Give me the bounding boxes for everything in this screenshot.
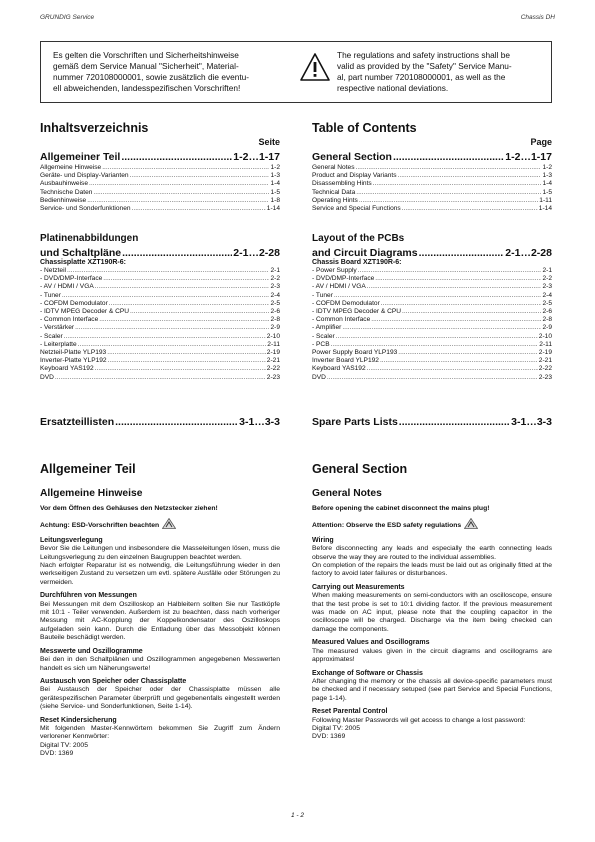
toc-item-page: 1-4	[542, 180, 552, 188]
toc-item[interactable]	[40, 189, 280, 197]
toc-item[interactable]	[40, 374, 280, 382]
toc-leader-dots	[367, 283, 542, 291]
toc-leader-dots	[99, 316, 269, 324]
toc-item-label: General Notes	[312, 164, 355, 171]
toc-item[interactable]	[312, 300, 552, 308]
toc-item-page: 2-21	[266, 357, 280, 365]
notes-section-line: Digital TV: 2005	[312, 724, 360, 732]
toc-item[interactable]	[40, 341, 280, 349]
toc-item[interactable]	[40, 365, 280, 373]
toc-section-label: and Circuit Diagrams	[312, 247, 418, 259]
toc-section-row[interactable]	[40, 151, 280, 163]
toc-leader-dots	[356, 164, 542, 172]
toc-leader-dots	[398, 172, 542, 180]
toc-item-page: 2-6	[270, 308, 280, 316]
toc-item[interactable]	[312, 267, 552, 275]
toc-leader-dots	[107, 349, 266, 357]
toc-item[interactable]	[40, 316, 280, 324]
toc-section-row[interactable]	[312, 151, 552, 163]
toc-item-label: - DVD/DMP-Interface	[312, 275, 375, 283]
toc-item-label: - Tuner	[40, 291, 61, 299]
notes-section-line: Nach erfolgter Reparatur ist es notwendig, die Leitungsführung wieder in den werkseitigen Zustand zu versetzen um evtl. spätere Ausfälle oder Störungen zu vermeiden.	[40, 562, 280, 586]
mains-warning-en: Before opening the cabinet disconnect the mains plug!	[312, 505, 490, 512]
toc-item[interactable]	[40, 357, 280, 365]
toc-leader-dots	[373, 180, 542, 188]
toc-section-row[interactable]	[40, 416, 280, 428]
toc-item[interactable]	[312, 180, 552, 188]
toc-item[interactable]	[40, 333, 280, 341]
toc-item-page: 2-2	[270, 275, 280, 283]
toc-item[interactable]	[312, 308, 552, 316]
esd-warning-de	[40, 518, 280, 530]
toc-item[interactable]	[40, 300, 280, 308]
toc-section-pages: 1-2…1-17	[505, 151, 552, 163]
toc-item-page: 2-1	[270, 267, 280, 274]
toc-section-label: Ersatzteillisten	[40, 416, 115, 428]
toc-item[interactable]	[40, 292, 280, 300]
toc-item[interactable]	[312, 292, 552, 300]
toc-item-label: - COFDM Demodulator	[40, 299, 108, 307]
notes-section	[40, 678, 280, 712]
toc-leader-dots	[402, 308, 541, 316]
toc-leader-dots	[78, 341, 267, 349]
notes-section-title: Leitungsverlegung	[40, 536, 103, 544]
toc-item-label: - AV / HDMI / VGA	[40, 283, 94, 291]
notes-section-title: Reset Kindersicherung	[40, 716, 117, 724]
notes-section	[312, 584, 552, 634]
toc-leader-dots	[130, 172, 270, 180]
toc-item[interactable]	[40, 349, 280, 357]
toc-section-pages: 1-2…1-17	[233, 151, 280, 163]
toc-leader-dots	[95, 283, 270, 291]
toc-leader-dots	[356, 189, 541, 197]
safety-de-line: Es gelten die Vorschriften und Sicherheitshinweise	[53, 50, 239, 60]
toc-item-label: Power Supply Board YLP193	[312, 349, 398, 357]
toc-item-label: Keyboard YAS192	[40, 365, 94, 373]
toc-item-label: Service and Special Functions	[312, 205, 401, 213]
toc-leader-dots	[108, 357, 266, 365]
notes-section-line: DVD: 1369	[40, 750, 74, 758]
toc-item-label: Ausbauhinweise	[40, 180, 89, 188]
toc-leader-dots	[103, 275, 269, 283]
toc-item-page: 1-5	[270, 188, 280, 196]
toc-item-label: - Verstärker	[40, 324, 75, 332]
toc-item[interactable]	[312, 316, 552, 324]
toc-section-pages: 2-1…2-28	[505, 247, 552, 259]
notes-section-title: Reset Parental Control	[312, 708, 388, 716]
toc-leader-dots	[331, 341, 539, 349]
notes-section-title: Durchführen von Messungen	[40, 592, 137, 600]
toc-leader-dots	[93, 189, 269, 197]
notes-section	[312, 639, 552, 664]
toc-item-label: Operating Hints	[312, 196, 358, 204]
toc-spare-en	[312, 416, 552, 428]
notes-section	[40, 648, 280, 673]
notes-section-line: Digital TV: 2005	[40, 741, 88, 749]
toc-item-label: - Leiterplatte	[40, 340, 77, 348]
toc-item-label: DVD	[40, 373, 54, 381]
toc-item-label: - Scaler	[312, 332, 335, 340]
toc-item-page: 2-22	[538, 365, 552, 373]
toc-item-page: 2-9	[270, 324, 280, 332]
toc-section-pages: 3-1…3-3	[511, 416, 552, 428]
toc-pcb-title-en: Layout of the PCBs	[312, 233, 405, 244]
toc-item-label: - AV / HDMI / VGA	[312, 283, 366, 291]
toc-item-page: 2-19	[538, 349, 552, 357]
toc-section-row[interactable]	[40, 247, 280, 259]
toc-item-label: - Scaler	[40, 332, 63, 340]
header-brand: GRUNDIG Service	[40, 14, 95, 21]
toc-item[interactable]	[40, 324, 280, 332]
notes-section	[40, 537, 280, 587]
page-number: 1 - 2	[290, 812, 304, 819]
toc-leader-dots	[95, 365, 266, 373]
toc-item-page: 2-4	[542, 291, 552, 299]
toc-item-page: 2-23	[266, 373, 280, 381]
safety-de-line: ell abweichenden, landesspezifischen Vorschriften!	[53, 83, 241, 93]
general-body-en	[312, 505, 552, 747]
toc-item-page: 2-8	[270, 316, 280, 324]
notes-section-line: Bevor Sie die Leitungen und insbesondere die Masseleitungen lösen, muss die Leitungsverlegung zu den einzelnen Baugruppen beachtet werden.	[40, 545, 280, 561]
warning-triangle-icon	[299, 52, 331, 82]
toc-item-label: - IDTV MPEG Decoder & CPU	[40, 308, 130, 316]
notes-section	[312, 670, 552, 704]
toc-item-page: 2-19	[266, 349, 280, 357]
chassis-board-label: Chassisplatte XZT190R-6:	[40, 259, 126, 266]
toc-item-page: 1-2	[270, 164, 280, 171]
toc-item[interactable]	[40, 275, 280, 283]
toc-item-label: - Tuner	[312, 291, 333, 299]
toc-pcb-de	[40, 233, 280, 382]
toc-leader-dots	[102, 164, 269, 172]
toc-item-label: - Netzteil	[40, 267, 67, 274]
toc-pcb-en	[312, 233, 552, 382]
toc-section-row[interactable]	[312, 416, 552, 428]
toc-item-label: - IDTV MPEG Decoder & CPU	[312, 308, 402, 316]
toc-item[interactable]	[312, 324, 552, 332]
toc-general-en	[312, 151, 552, 213]
toc-item-label: Netzteil-Platte YLP193	[40, 349, 107, 357]
toc-item[interactable]	[312, 164, 552, 172]
toc-section-label: Spare Parts Lists	[312, 416, 398, 428]
toc-item-page: 2-3	[542, 283, 552, 291]
esd-warning-text: Attention: Observe the ESD safety regulations	[312, 522, 462, 530]
toc-item[interactable]	[312, 341, 552, 349]
toc-item-label: - Amplifier	[312, 324, 342, 332]
toc-item-page: 2-5	[542, 299, 552, 307]
toc-leader-dots	[375, 275, 541, 283]
toc-page-label-en: Page	[530, 137, 552, 147]
toc-general-de	[40, 151, 280, 213]
toc-item-page: 2-4	[270, 291, 280, 299]
toc-item-page: 1-14	[538, 205, 552, 213]
toc-section-pages: 2-1…2-28	[233, 247, 280, 259]
toc-item-label: Inverter Board YLP192	[312, 357, 379, 365]
toc-section-label: General Section	[312, 151, 392, 163]
toc-item-page: 2-11	[539, 340, 552, 348]
toc-item-label: Technical Data	[312, 188, 356, 196]
toc-item-page: 1-11	[539, 196, 552, 204]
toc-leader-dots	[380, 357, 538, 365]
toc-leader-dots	[64, 333, 266, 341]
toc-leader-dots	[402, 205, 538, 213]
safety-text-de	[53, 50, 275, 94]
notes-section	[40, 717, 280, 759]
toc-item[interactable]	[40, 267, 280, 275]
notes-section-line: Mit folgenden Master-Kennwörtern bekommen Sie Zugriff zum Ändern verlorener Kennwörter:	[40, 724, 280, 741]
toc-item[interactable]	[40, 283, 280, 291]
toc-title-en: Table of Contents	[312, 121, 417, 135]
toc-leader-dots	[367, 365, 538, 373]
notes-section-line: DVD: 1369	[312, 733, 346, 741]
toc-item-label: - Common Interface	[40, 316, 99, 324]
toc-leader-dots	[359, 197, 538, 205]
toc-item[interactable]	[312, 172, 552, 180]
safety-notice-box	[40, 41, 552, 103]
toc-item-label: - PCB	[312, 340, 330, 348]
toc-leader-dots	[87, 197, 269, 205]
toc-item-page: 2-21	[538, 357, 552, 365]
toc-item-label: Product and Display Variants	[312, 172, 397, 180]
notes-section-title: Wiring	[312, 536, 334, 544]
toc-item[interactable]	[40, 164, 280, 172]
toc-item[interactable]	[312, 283, 552, 291]
toc-leader-dots	[75, 324, 269, 332]
toc-item-label: Allgemeine Hinweise	[40, 164, 102, 171]
toc-item[interactable]	[312, 205, 552, 213]
toc-item[interactable]	[312, 275, 552, 283]
toc-leader-dots	[342, 324, 541, 332]
mains-warning-de: Vor dem Öffnen des Gehäuses den Netzstecker ziehen!	[40, 505, 218, 512]
toc-item-page: 2-10	[538, 332, 552, 340]
toc-item-label: DVD	[312, 373, 326, 381]
toc-item-page: 1-4	[270, 180, 280, 188]
esd-warning-text: Achtung: ESD-Vorschriften beachten	[40, 522, 160, 530]
toc-item[interactable]	[40, 205, 280, 213]
toc-leader-dots	[336, 333, 538, 341]
toc-item[interactable]	[312, 189, 552, 197]
toc-item-page: 1-3	[542, 172, 552, 180]
notes-section	[312, 708, 552, 742]
general-title-de: Allgemeiner Teil	[40, 462, 136, 476]
general-subtitle-de: Allgemeine Hinweise	[40, 488, 143, 499]
chassis-board-label: Chassis Board XZT190R-6:	[312, 259, 402, 266]
notes-section-title: Exchange of Software or Chassis	[312, 669, 423, 677]
notes-section-line: Following Master Passwords wil get access to change a lost password:	[312, 716, 526, 724]
toc-section-pages: 3-1…3-3	[239, 416, 280, 428]
notes-section-line: After changing the memory or the chassis all device-specific parameters must be checked and if necessary setuped (see part Service and Special Functions, page 1-14).	[312, 677, 552, 702]
toc-item-page: 2-23	[538, 373, 552, 381]
toc-item-label: - DVD/DMP-Interface	[40, 275, 103, 283]
toc-leader-dots	[381, 300, 542, 308]
toc-item-page: 2-11	[267, 340, 280, 348]
toc-item-page: 2-10	[266, 332, 280, 340]
notes-section-line: On completion of the repairs the leads must be laid out as originally fitted at the factory to avoid later failures or disturbances.	[312, 562, 552, 578]
toc-leader-dots	[67, 267, 269, 275]
toc-pcb-title-de: Platinenabbildungen	[40, 233, 139, 244]
toc-item[interactable]	[40, 197, 280, 205]
toc-section-label: Allgemeiner Teil	[40, 151, 121, 163]
toc-item-label: - Common Interface	[312, 316, 371, 324]
esd-warning-en	[312, 518, 552, 530]
safety-de-line: gemäß dem Service Manual "Sicherheit", Material-	[53, 61, 239, 71]
notes-section	[312, 537, 552, 579]
toc-leader-dots	[132, 205, 266, 213]
notes-section-title: Measured Values and Oscillograms	[312, 639, 430, 647]
notes-section-title: Messwerte und Oszillogramme	[40, 647, 143, 655]
general-body-de	[40, 505, 280, 764]
toc-item-label: Geräte- und Display-Varianten	[40, 172, 129, 180]
toc-leader-dots	[358, 267, 542, 275]
toc-item[interactable]	[40, 172, 280, 180]
notes-section-line: When making measurements on semi-conductors with an oscilloscope, ensure that the test probe is set to 10:1 dividing factor. If the previous measurement was made on AC input, please note that the coupling capacitor in the oscilloscope will be charged. Discharge via the item being checked can damage the components.	[312, 592, 552, 633]
toc-item-page: 1-3	[270, 172, 280, 180]
toc-item-page: 2-9	[542, 324, 552, 332]
toc-item-page: 2-8	[542, 316, 552, 324]
safety-en-line: valid as provided by the "Safety" Service Manu-	[337, 61, 512, 71]
toc-leader-dots	[109, 300, 270, 308]
esd-icon	[464, 518, 478, 529]
toc-item-label: - Power Supply	[312, 267, 357, 274]
toc-item[interactable]	[40, 180, 280, 188]
toc-spare-de	[40, 416, 280, 428]
toc-leader-dots	[334, 292, 542, 300]
notes-section-title: Carrying out Measurements	[312, 583, 405, 591]
toc-item-label: Technische Daten	[40, 188, 93, 196]
notes-section-line: The measured values given in the circuit diagrams and oscillograms are approximates!	[312, 647, 552, 664]
toc-leader-dots	[371, 316, 541, 324]
toc-item[interactable]	[40, 308, 280, 316]
toc-item-page: 2-6	[542, 308, 552, 316]
notes-section-line: Bei Austausch der Speicher oder der Chassisplatte müssen alle gerätespezifischen Parameter überprüft und gegebenenfalls eingestellt werden (siehe Service- und Sonderfunktionen, Seite 1-14).	[40, 686, 280, 711]
toc-item-label: Service- und Sonderfunktionen	[40, 205, 131, 213]
safety-en-line: al, part number 720108000001, as well as the	[337, 72, 506, 82]
toc-item-label: - COFDM Demodulator	[312, 299, 380, 307]
toc-item[interactable]	[312, 374, 552, 382]
toc-page-label-de: Seite	[258, 137, 280, 147]
toc-item-label: Disassembling Hints	[312, 180, 372, 188]
general-title-en: General Section	[312, 462, 408, 476]
toc-item-page: 1-5	[542, 188, 552, 196]
toc-item-page: 1-2	[542, 164, 552, 171]
toc-leader-dots	[55, 374, 266, 382]
toc-item-page: 2-5	[270, 299, 280, 307]
toc-item[interactable]	[312, 349, 552, 357]
notes-section-line: Before disconnecting any leads and especially the earth connecting leads observe the way they are routed to the individual assemblies.	[312, 545, 552, 561]
toc-item-page: 2-3	[270, 283, 280, 291]
safety-de-line: nummer 720108000001, sowie zusätzlich die eventu-	[53, 72, 250, 82]
toc-item-label: Inverter-Platte YLP192	[40, 357, 107, 365]
toc-item-label: Keyboard YAS192	[312, 365, 366, 373]
esd-icon	[162, 518, 176, 529]
notes-section-title: Austausch von Speicher oder Chassisplatte	[40, 677, 187, 685]
safety-text-en	[337, 50, 543, 94]
toc-item-page: 1-8	[270, 196, 280, 204]
toc-item[interactable]	[312, 365, 552, 373]
notes-section-line: Bei den in den Schaltplänen und Oszillogrammen angegebenen Messwerten handelt es sich um Näherungswerte!	[40, 656, 280, 672]
notes-section-line: Bei Messungen mit dem Oszilloskop an Halbleitern sollten Sie nur Tastköpfe mit 10:1 - Teiler verwenden. Außerdem ist zu beachten, dass nach vorheriger Messung mit AC-Kopplung der Koppelkondensator des Oszilloskops aufgeladen sein kann. Durch die Entladung über das Messobjekt können Bauteile beschädigt werden.	[40, 600, 280, 642]
toc-leader-dots	[89, 180, 269, 188]
toc-leader-dots	[62, 292, 270, 300]
toc-item-page: 1-14	[266, 205, 280, 213]
toc-item-page: 2-1	[542, 267, 552, 274]
general-subtitle-en: General Notes	[312, 488, 382, 499]
toc-item[interactable]	[312, 333, 552, 341]
toc-item[interactable]	[312, 197, 552, 205]
toc-leader-dots	[398, 349, 538, 357]
header-chassis: Chassis DH	[520, 14, 555, 21]
toc-leader-dots	[130, 308, 269, 316]
safety-en-line: respective national deviations.	[337, 83, 449, 93]
toc-item[interactable]	[312, 357, 552, 365]
safety-en-line: The regulations and safety instructions shall be	[337, 50, 510, 60]
toc-item-page: 2-2	[542, 275, 552, 283]
toc-item-page: 2-22	[266, 365, 280, 373]
toc-section-row[interactable]	[312, 247, 552, 259]
toc-title-de: Inhaltsverzeichnis	[40, 121, 149, 135]
toc-leader-dots	[327, 374, 538, 382]
notes-section	[40, 592, 280, 642]
toc-section-label: und Schaltpläne	[40, 247, 122, 259]
toc-item-label: Bedienhinweise	[40, 196, 87, 204]
